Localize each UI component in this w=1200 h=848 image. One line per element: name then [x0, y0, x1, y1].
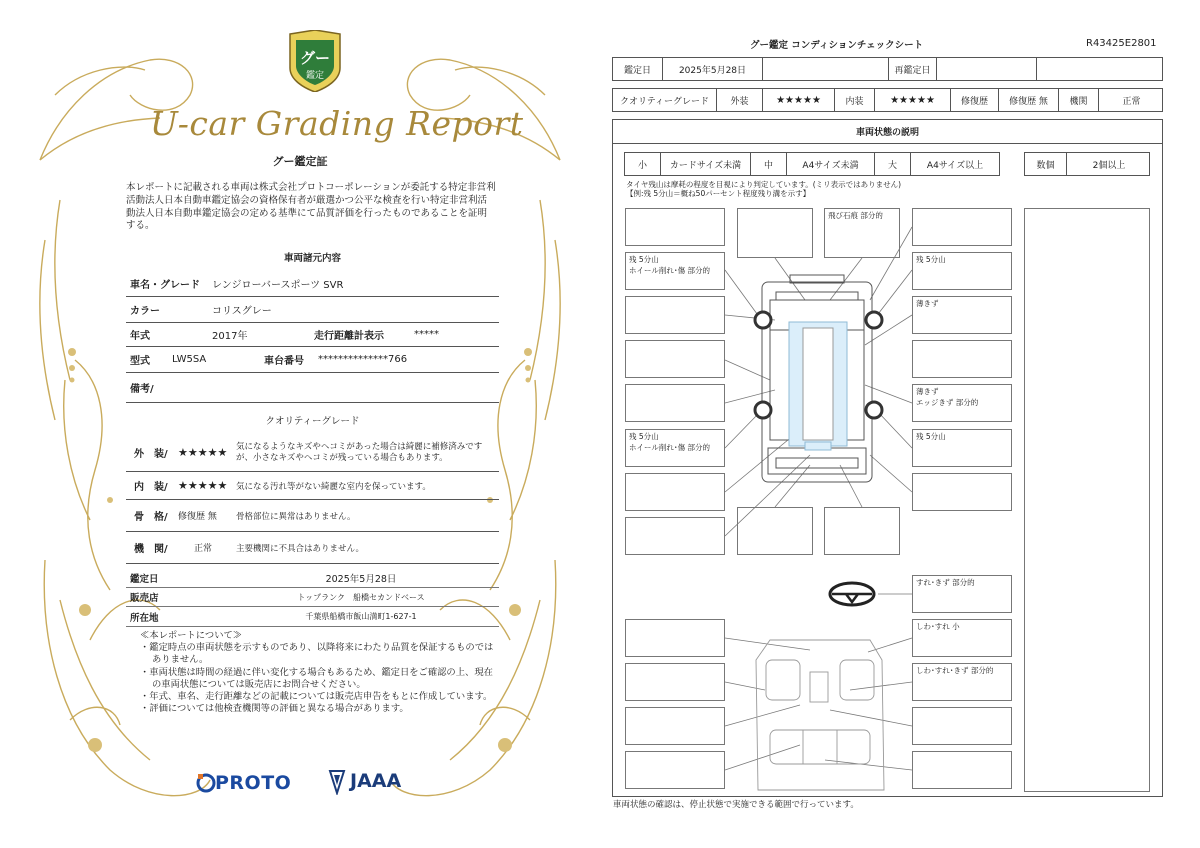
grade-label: 外 装/ — [134, 449, 168, 460]
svg-text:鑑定: 鑑定 — [305, 71, 325, 81]
spec-row-remarks — [126, 373, 499, 403]
condition-check-sheet — [600, 0, 1200, 848]
ext-label: 外装 — [717, 89, 763, 111]
damage-label: 残 5分山 — [629, 432, 659, 441]
jaaa-logo-icon — [328, 769, 346, 795]
grade-desc: 主要機関に不具合はありません。 — [236, 543, 365, 554]
date-value: 2025年5月28日 — [663, 58, 763, 80]
damage-label: しわ･すれ･きず 部分的 — [916, 666, 994, 675]
grade-desc: 気になるようなキズやヘコミがあった場合は綺麗に補修済みですが、小さなキズやヘコミが残っている場合もあります。 — [236, 441, 483, 463]
spec-value: レンジローバースポーツ SVR — [212, 280, 344, 291]
spec-value: 2017年 — [212, 331, 248, 342]
damage-label: 薄きず — [916, 387, 939, 396]
sheet-title: グー鑑定 コンディションチェックシート — [750, 40, 924, 51]
goo-kantei-badge-icon — [286, 30, 344, 92]
grade-label: 内 装/ — [134, 482, 168, 493]
grade-stars: ★★★★★ — [178, 446, 228, 459]
size-small-desc: カードサイズ未満 — [661, 153, 751, 175]
date-label: 鑑定日 — [613, 58, 663, 80]
footer-note: 車両状態の確認は、停止状態で実施できる範囲で行っています。 — [613, 800, 859, 810]
size-mid-desc: A4サイズ未満 — [787, 153, 875, 175]
grade-row-exterior — [126, 434, 499, 472]
cert-value: トップランク 船橋セカンドベース — [297, 592, 425, 602]
cert-row-address — [126, 607, 499, 627]
count-label: 数個 — [1025, 153, 1067, 175]
steering-wheel-icon — [830, 583, 874, 605]
spec-value: ***** — [414, 329, 439, 340]
spec-row-name — [126, 271, 499, 297]
report-id: R43425E2801 — [1086, 38, 1157, 49]
spec-row-year — [126, 323, 499, 347]
spec-label: 走行距離計表示 — [314, 331, 384, 342]
cert-row-date — [126, 568, 499, 588]
report-title: U-car Grading Report — [150, 104, 524, 143]
damage-label: 残 5分山 — [916, 255, 946, 264]
size-mid: 中 — [751, 153, 787, 175]
grade-label: 機 関/ — [134, 544, 168, 555]
grade-value: 正常 — [194, 544, 213, 554]
quality-heading: クオリティーグレード — [265, 416, 360, 427]
spec-row-model — [126, 347, 499, 373]
svg-text:グー: グー — [299, 49, 331, 67]
state-heading: 車両状態の説明 — [613, 120, 1162, 144]
spec-value: LW5SA — [172, 354, 207, 365]
spec-label: 車名・グレード — [130, 280, 200, 291]
spec-row-color — [126, 297, 499, 323]
proto-logo: PROTO — [215, 772, 292, 794]
int-stars: ★★★★★ — [875, 89, 951, 111]
tire-example: 【例:残 5分山＝概ね50パーセント程度残り溝を示す】 — [626, 189, 811, 198]
history-value: 修復歴 無 — [999, 89, 1059, 111]
history-label: 修復歴 — [951, 89, 999, 111]
certificate-intro: 本レポートに記載される車両は株式会社プロトコーポレーションが委託する特定非営利活動法人日本自動車鑑定協会の資格保有者が厳選かつ公平な検査を行い特定非営利活動法人日本自動車鑑定協会の定める基準にて品質評価を行ったものであることを証明する。 — [126, 182, 496, 232]
engine-value: 正常 — [1122, 96, 1141, 107]
about-item: ・年式、車名、走行距離などの記載については販売店申告をもとに作成しています。 — [140, 691, 493, 703]
damage-label: 飛び石痕 部分的 — [828, 211, 883, 220]
count-desc: 2個以上 — [1092, 160, 1126, 171]
damage-label: エッジきず 部分的 — [916, 398, 979, 407]
spec-label: 備考/ — [130, 384, 154, 395]
spec-value: **************766 — [318, 354, 408, 365]
grade-desc: 骨格部位に異常はありません。 — [236, 511, 356, 522]
cert-label: 所在地 — [130, 612, 159, 624]
spec-label: カラー — [130, 306, 160, 317]
cert-label: 販売店 — [130, 593, 159, 604]
spec-value: コリスグレー — [212, 306, 272, 317]
cert-value: 2025年5月28日 — [325, 573, 397, 585]
damage-label: しわ･すれ 小 — [916, 622, 960, 631]
specs-heading: 車両諸元内容 — [283, 253, 341, 264]
about-item: ・車両状態は時間の経過に伴い変化する場合もあるため、鑑定日をご確認の上、現在の車両状態については販売店にお問合せください。 — [140, 666, 493, 690]
jaaa-logo: JAAA — [350, 770, 402, 792]
spec-label: 車台番号 — [264, 356, 304, 367]
cert-label: 鑑定日 — [130, 573, 159, 585]
spec-label: 型式 — [130, 356, 150, 367]
damage-label: 薄きず — [916, 299, 939, 308]
ext-stars: ★★★★★ — [763, 89, 835, 111]
int-label: 内装 — [835, 89, 875, 111]
size-large: 大 — [875, 153, 911, 175]
about-heading: ≪本レポートについて≫ — [140, 630, 243, 641]
about-item: ・鑑定時点の車両状態を示すものであり、以降将来にわたり品質を保証するものではありません。 — [140, 642, 494, 666]
size-small: 小 — [625, 153, 661, 175]
grade-row-engine — [126, 532, 499, 564]
vehicle-diagram — [600, 0, 1200, 848]
grade-stars: ★★★★★ — [178, 479, 228, 492]
damage-label: ホイール削れ･傷 部分的 — [629, 266, 710, 275]
grade-row-interior — [126, 472, 499, 500]
proto-logo-icon — [196, 772, 216, 794]
damage-label: すれ･きず 部分的 — [916, 578, 975, 587]
cert-row-dealer — [126, 588, 499, 607]
grade-value: 修復歴 無 — [178, 512, 217, 522]
damage-label: 残 5分山 — [916, 432, 946, 441]
size-large-desc: A4サイズ以上 — [926, 160, 984, 171]
spec-label: 年式 — [130, 331, 150, 342]
certificate-subtitle: グー鑑定証 — [272, 155, 328, 168]
about-report — [140, 630, 500, 715]
cert-value: 千葉県船橋市飯山満町1-627-1 — [305, 612, 417, 621]
grade-label: 骨 格/ — [134, 512, 168, 523]
about-item: ・評価については他検査機関等の評価と異なる場合があります。 — [140, 703, 409, 715]
grade-row-frame — [126, 500, 499, 532]
redate-label: 再鑑定日 — [889, 58, 937, 80]
engine-label: 機関 — [1059, 89, 1099, 111]
damage-label: 残 5分山 — [629, 255, 659, 264]
quality-label: クオリティーグレード — [613, 89, 717, 111]
damage-label: ホイール削れ･傷 部分的 — [629, 443, 710, 452]
grade-desc: 気になる汚れ等がない綺麗な室内を保っています。 — [236, 481, 431, 492]
tire-note: タイヤ残山は摩耗の程度を目視により判定しています。(ミリ表示ではありません) — [626, 180, 902, 189]
